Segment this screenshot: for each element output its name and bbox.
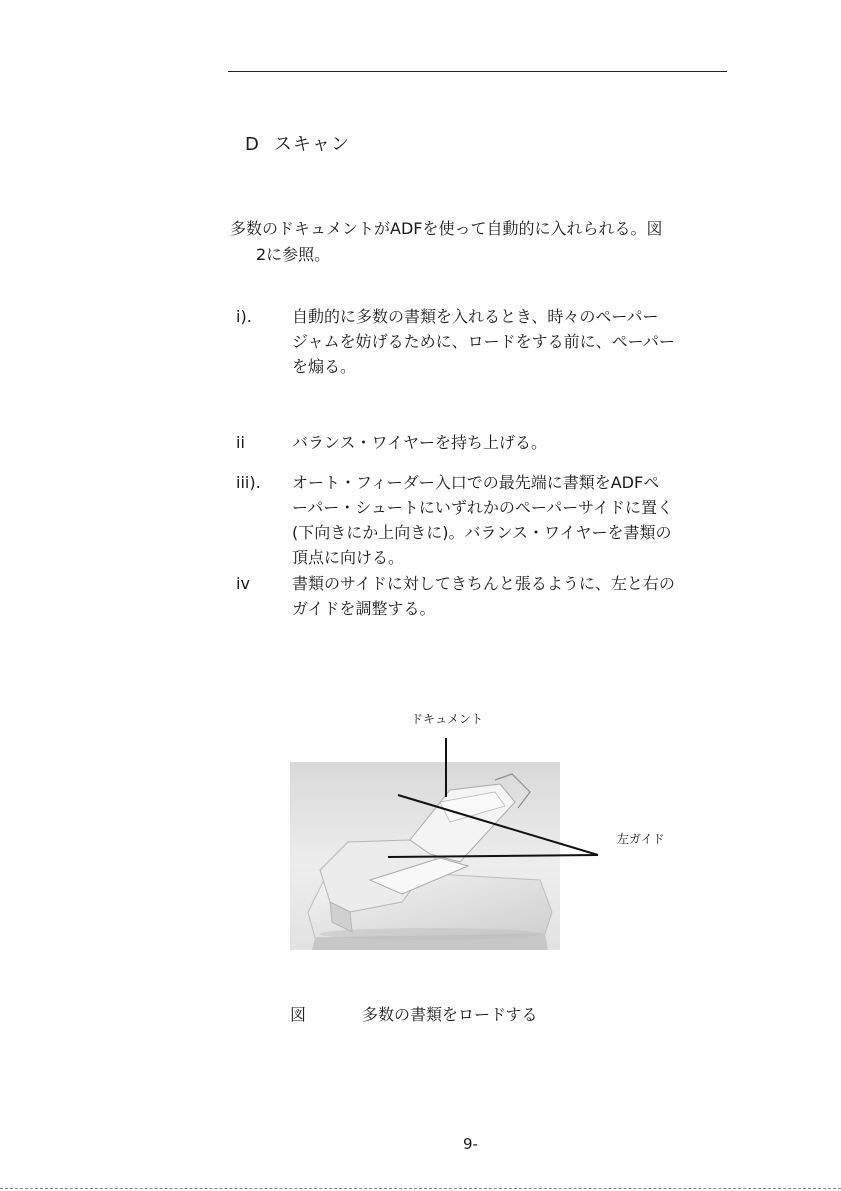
intro-paragraph (230, 216, 726, 268)
step-line: ガイドを調整する。 (292, 599, 436, 618)
page-number: 9- (463, 1135, 478, 1153)
step-1 (236, 304, 726, 379)
scanner-photo (290, 762, 560, 950)
section-heading (245, 130, 350, 156)
step-4 (236, 571, 726, 621)
section-title: スキャン (273, 134, 350, 155)
step-number: ii (236, 433, 245, 452)
left-guide-label: 左ガイド (617, 832, 665, 846)
caption-text: 多数の書類をロードする (362, 1005, 538, 1024)
document-label: ドキュメント (411, 712, 484, 726)
caption-figure-label: 図 (290, 1005, 307, 1024)
header-rule (228, 71, 727, 72)
step-line: 書類のサイドに対してきちんと張るように、左と右の (292, 574, 675, 593)
step-line: 頂点に向ける。 (292, 548, 405, 567)
step-line: を煽る。 (292, 357, 357, 376)
intro-line-1: 多数のドキュメントがADFを使って自動的に入れられる。図 (230, 219, 663, 238)
step-line: ジャムを妨げるために、ロードをする前に、ペーパー (292, 332, 675, 351)
step-line: (下向きにか上向きに)。バランス・ワイヤーを書類の (292, 523, 672, 542)
step-line: ーパー・シュートにいずれかのペーパーサイドに置く (292, 498, 673, 517)
step-2 (236, 430, 726, 455)
step-number: i). (236, 307, 252, 326)
step-line: 自動的に多数の書類を入れるとき、時々のペーパー (292, 307, 659, 326)
step-number: iv (236, 574, 250, 593)
footer-rule (0, 1188, 841, 1189)
step-3 (236, 470, 726, 570)
section-letter: D (245, 134, 260, 155)
figure-caption (290, 1002, 538, 1025)
step-line: バランス・ワイヤーを持ち上げる。 (292, 433, 548, 452)
step-line: オート・フィーダー入口での最先端に書類をADFペ (292, 473, 660, 492)
intro-line-2: 2に参照。 (256, 245, 331, 264)
step-number: iii). (236, 473, 261, 492)
